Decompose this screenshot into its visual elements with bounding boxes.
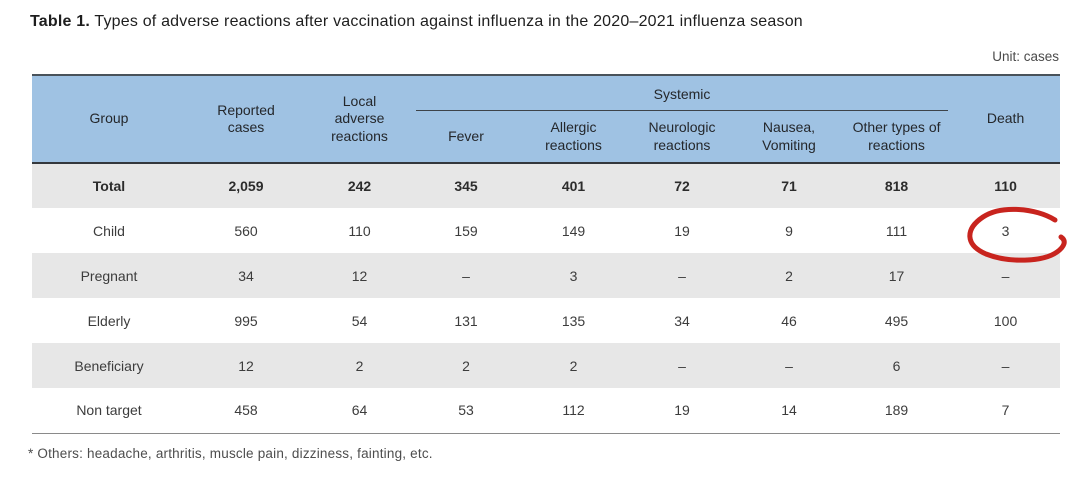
header-systemic-label: Systemic <box>416 78 948 112</box>
cell-value: 12 <box>186 343 306 388</box>
cell-value: 242 <box>306 163 413 208</box>
cell-value: – <box>951 343 1060 388</box>
footnote: * Others: headache, arthritis, muscle pain, dizziness, fainting, etc. <box>28 446 433 461</box>
header-neurologic-reactions: Neurologic reactions <box>628 111 736 163</box>
cell-value: 71 <box>736 163 842 208</box>
cell-value: 46 <box>736 298 842 343</box>
cell-value: 64 <box>306 388 413 433</box>
unit-note: Unit: cases <box>992 49 1059 64</box>
cell-value: 2,059 <box>186 163 306 208</box>
cell-group: Child <box>32 208 186 253</box>
cell-value: 2 <box>413 343 519 388</box>
cell-value: 560 <box>186 208 306 253</box>
cell-value: 6 <box>842 343 951 388</box>
cell-value: 2 <box>736 253 842 298</box>
cell-value: – <box>413 253 519 298</box>
cell-value: – <box>951 253 1060 298</box>
header-death: Death <box>951 75 1060 163</box>
table-row <box>32 208 1060 253</box>
cell-value: 995 <box>186 298 306 343</box>
cell-value: 72 <box>628 163 736 208</box>
header-other-types: Other types of reactions <box>842 111 951 163</box>
cell-value: 53 <box>413 388 519 433</box>
cell-value: – <box>736 343 842 388</box>
cell-value: 2 <box>306 343 413 388</box>
cell-value: 3 <box>519 253 628 298</box>
header-group: Group <box>32 75 186 163</box>
cell-value: 110 <box>951 163 1060 208</box>
table-title <box>30 13 803 31</box>
cell-value: 345 <box>413 163 519 208</box>
table-row <box>32 343 1060 388</box>
table-row <box>32 388 1060 433</box>
cell-value: 110 <box>306 208 413 253</box>
cell-value: 12 <box>306 253 413 298</box>
cell-value: 17 <box>842 253 951 298</box>
cell-value: 112 <box>519 388 628 433</box>
cell-value: 7 <box>951 388 1060 433</box>
cell-value: 100 <box>951 298 1060 343</box>
cell-value: 135 <box>519 298 628 343</box>
cell-group: Non target <box>32 388 186 433</box>
cell-value: 54 <box>306 298 413 343</box>
cell-value: 3 <box>951 208 1060 253</box>
table-row <box>32 163 1060 208</box>
table-row <box>32 298 1060 343</box>
cell-value: 34 <box>628 298 736 343</box>
table-header <box>32 75 1060 163</box>
header-systemic <box>413 75 951 111</box>
cell-value: 159 <box>413 208 519 253</box>
cell-value: – <box>628 253 736 298</box>
cell-value: 189 <box>842 388 951 433</box>
cell-group: Pregnant <box>32 253 186 298</box>
cell-value: 131 <box>413 298 519 343</box>
header-local-adverse-reactions: Local adverse reactions <box>306 75 413 163</box>
cell-group: Total <box>32 163 186 208</box>
table-title-number: Table 1. <box>30 13 90 30</box>
header-fever: Fever <box>413 111 519 163</box>
table-body <box>32 163 1060 433</box>
cell-group: Elderly <box>32 298 186 343</box>
adverse-reactions-table <box>32 74 1060 434</box>
table-row <box>32 253 1060 298</box>
cell-value: 34 <box>186 253 306 298</box>
cell-value: 149 <box>519 208 628 253</box>
cell-value: 19 <box>628 388 736 433</box>
cell-value: 9 <box>736 208 842 253</box>
cell-value: 14 <box>736 388 842 433</box>
header-reported-cases: Reported cases <box>186 75 306 163</box>
cell-group: Beneficiary <box>32 343 186 388</box>
cell-value: 495 <box>842 298 951 343</box>
table-title-text: Types of adverse reactions after vaccination against influenza in the 2020–2021 influenza season <box>90 13 803 30</box>
cell-value: 458 <box>186 388 306 433</box>
cell-value: 111 <box>842 208 951 253</box>
header-allergic-reactions: Allergic reactions <box>519 111 628 163</box>
cell-value: 818 <box>842 163 951 208</box>
cell-value: 401 <box>519 163 628 208</box>
cell-value: 19 <box>628 208 736 253</box>
header-nausea-vomiting: Nausea, Vomiting <box>736 111 842 163</box>
cell-value: 2 <box>519 343 628 388</box>
cell-value: – <box>628 343 736 388</box>
